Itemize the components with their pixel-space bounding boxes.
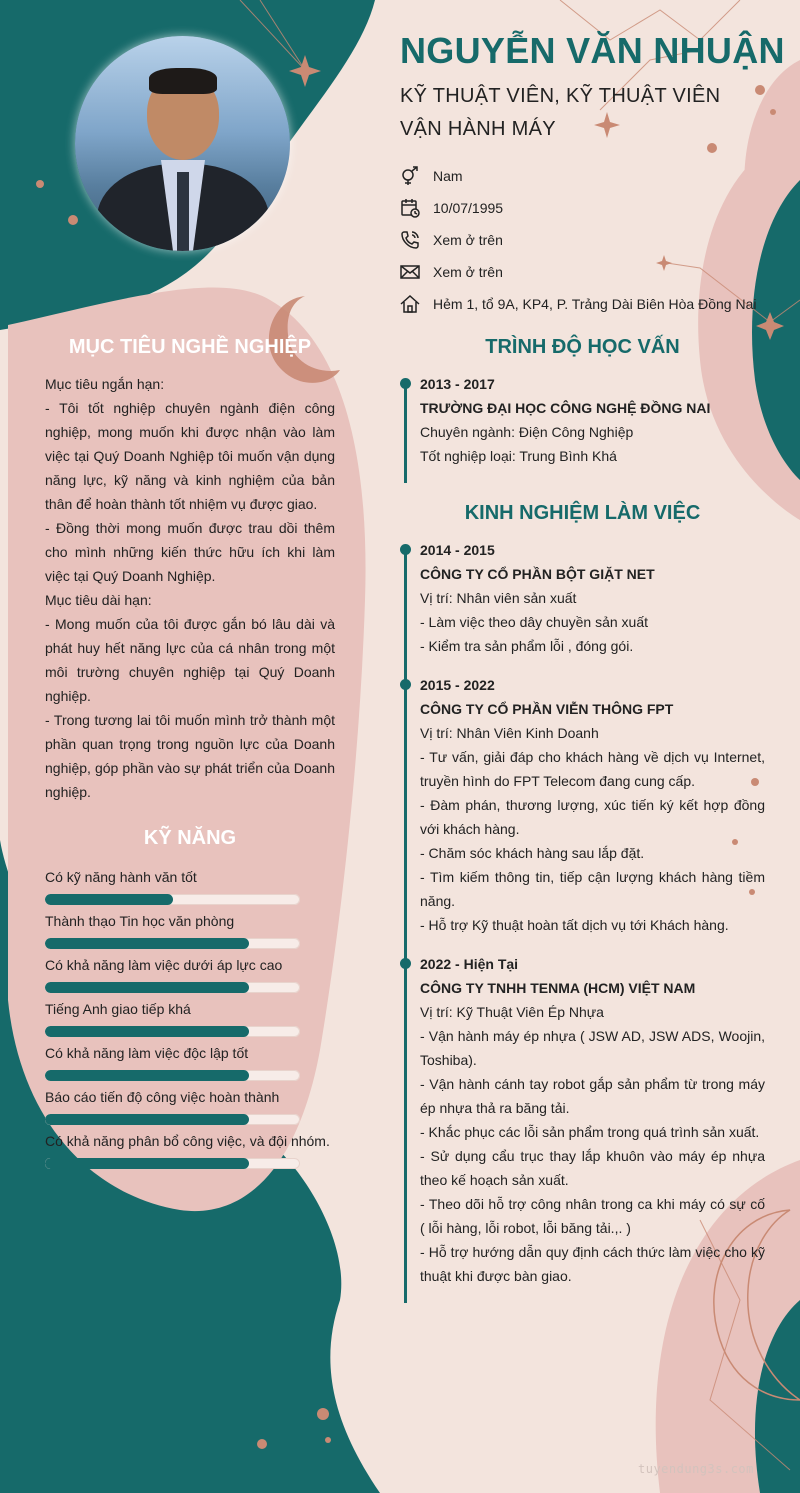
watermark: tuyendung3s.com [638,1462,754,1476]
skill-label: Có khả năng làm việc dưới áp lực cao [45,957,283,973]
home-icon [400,294,420,314]
education-entry [420,372,765,468]
skill-label: Báo cáo tiến độ công việc hoàn thành [45,1089,280,1105]
phone-icon [400,230,420,250]
experience-detail: - Sử dụng cẩu trục thay lắp khuôn vào máy ép nhựa theo kế hoạch sản xuất. [420,1148,765,1188]
skill-item [45,954,345,998]
skill-item [45,866,345,910]
timeline-dot [400,544,411,555]
experience-detail: - Vận hành máy ép nhựa ( JSW AD, JSW ADS, Woojin, Toshiba). [420,1028,765,1068]
timeline-dot [400,378,411,389]
skill-bar [45,1158,300,1169]
experience-years: 2014 - 2015 [420,542,495,558]
skill-label: Có khả năng phân bổ công việc, và đội nhóm. [45,1133,330,1149]
skill-bar-fill [45,938,249,949]
objective-paragraph: Mục tiêu ngắn hạn: [45,376,165,392]
experience-detail: - Tư vấn, giải đáp cho khách hàng về dịch vụ Internet, truyền hình do FPT Telecom đang cung cấp. [420,749,765,789]
objective-paragraph: - Đồng thời mong muốn được trau dồi thêm cho mình những kiến thức hữu ích khi làm việc tại Quý Doanh Nghiệp. [45,520,335,584]
skill-bar-fill [45,982,249,993]
phone-text: Xem ở trên [433,232,503,248]
avatar-tie [177,172,189,251]
contact-birthday [400,192,756,224]
skill-item [45,910,345,954]
skill-bar [45,894,300,905]
contact-email [400,256,756,288]
objective-paragraph: Mục tiêu dài hạn: [45,592,152,608]
education-detail: Tốt nghiệp loại: Trung Bình Khá [420,448,617,464]
experience-detail: - Khắc phục các lỗi sản phẩm trong quá trình sản xuất. [420,1124,760,1140]
experience-entry [420,538,765,658]
experience-detail: - Kiểm tra sản phẩm lỗi , đóng gói. [420,638,634,654]
mail-icon [400,262,420,282]
school-name: TRƯỜNG ĐẠI HỌC CÔNG NGHỆ ĐỒNG NAI [420,400,711,416]
experience-detail: - Chăm sóc khách hàng sau lắp đặt. [420,845,645,861]
skills-heading: KỸ NĂNG [143,827,237,849]
skill-item [45,998,345,1042]
calendar-icon [400,198,420,218]
skill-bar [45,938,300,949]
skill-bar-fill [45,1114,249,1125]
skill-bar [45,1070,300,1081]
skill-bar [45,982,300,993]
skill-item [45,1086,345,1130]
experience-detail: - Tìm kiếm thông tin, tiếp cận lượng khách hàng tiềm năng. [420,869,765,909]
skill-label: Tiếng Anh giao tiếp khá [45,1001,191,1017]
objective-paragraph: - Mong muốn của tôi được gắn bó lâu dài và phát huy hết năng lực của cá nhân trong một môi trường chuyên nghiệp tại Quý Doanh nghiệp. [45,616,335,704]
skill-item [45,1042,345,1086]
experience-detail: - Hỗ trợ hướng dẫn quy định cách thức làm việc cho kỹ thuật khi được bàn giao. [420,1244,765,1284]
candidate-name: NGUYỄN VĂN NHUẬN [400,30,785,71]
timeline-dot [400,958,411,969]
skill-bar [45,1114,300,1125]
experience-detail: - Hỗ trợ Kỹ thuật hoàn tất dịch vụ tới Khách hàng. [420,917,729,933]
skill-label: Thành thạo Tin học văn phòng [45,913,235,929]
contact-list [400,160,756,320]
avatar-hair [149,68,217,94]
education-heading: TRÌNH ĐỘ HỌC VẤN [485,336,680,358]
experience-entry [420,952,765,1288]
address-text: Hẻm 1, tổ 9A, KP4, P. Trảng Dài Biên Hòa Đồng Nai [433,296,757,312]
experience-detail: - Vận hành cánh tay robot gắp sản phẩm từ trong máy ép nhựa thả ra băng tải. [420,1076,765,1116]
objective-section [45,372,335,804]
gender-icon [400,166,420,186]
gender-text: Nam [433,168,463,184]
company-name: CÔNG TY CỔ PHẦN BỘT GIẶT NET [420,566,655,582]
objective-paragraph: - Tôi tốt nghiệp chuyên ngành điện công nghiệp, mong muốn khi được nhận vào làm việc tại Quý Doanh Nghiệp tôi muốn vận dụng năng lực, kỹ năng và kinh nghiệm của bản thân để hoàn thành tốt nhiệm vụ được giao. [45,400,335,512]
company-name: CÔNG TY TNHH TENMA (HCM) VIỆT NAM [420,980,696,996]
experience-detail: Vị trí: Kỹ Thuật Viên Ép Nhựa [420,1004,604,1020]
education-years: 2013 - 2017 [420,376,495,392]
objective-paragraph: - Trong tương lai tôi muốn mình trở thành một phần quan trọng trong nguồn lực của Doanh nghiệp, góp phần vào sự phát triển của Doanh nghiệp. [45,712,335,800]
experience-years: 2022 - Hiện Tại [420,956,519,972]
experience-detail: - Đàm phán, thương lượng, xúc tiến ký kết hợp đồng với khách hàng. [420,797,765,837]
objective-heading: MỤC TIÊU NGHỀ NGHIỆP [68,336,312,358]
skill-label: Có kỹ năng hành văn tốt [45,869,197,885]
experience-timeline [404,546,407,1303]
experience-years: 2015 - 2022 [420,677,495,693]
skill-bar-fill [45,1026,249,1037]
contact-gender [400,160,756,192]
job-title: KỸ THUẬT VIÊN, KỸ THUẬT VIÊN VẬN HÀNH MÁY [400,85,721,140]
skill-label: Có khả năng làm việc độc lập tốt [45,1045,249,1061]
experience-detail: Vị trí: Nhân Viên Kinh Doanh [420,725,599,741]
experience-heading: KINH NGHIỆM LÀM VIỆC [464,502,701,524]
timeline-dot [400,679,411,690]
skill-bar-fill [45,894,173,905]
avatar [75,36,290,251]
experience-detail: - Làm việc theo dây chuyền sản xuất [420,614,649,630]
email-text: Xem ở trên [433,264,503,280]
contact-phone [400,224,756,256]
experience-entry [420,673,765,937]
experience-detail: - Theo dõi hỗ trợ công nhân trong ca khi máy có sự cố ( lỗi hàng, lỗi robot, lỗi băng tải.,. ) [420,1196,765,1236]
company-name: CÔNG TY CỔ PHẦN VIỄN THÔNG FPT [420,701,674,717]
education-detail: Chuyên ngành: Điện Công Nghiệp [420,424,634,440]
experience-detail: Vị trí: Nhân viên sản xuất [420,590,577,606]
skill-bar-fill [45,1158,249,1169]
education-timeline [404,380,407,483]
skill-bar [45,1026,300,1037]
birthday-text: 10/07/1995 [433,200,504,216]
skill-item [45,1130,345,1174]
skills-list [45,866,345,1174]
skill-bar-fill [45,1070,249,1081]
contact-address [400,288,756,320]
